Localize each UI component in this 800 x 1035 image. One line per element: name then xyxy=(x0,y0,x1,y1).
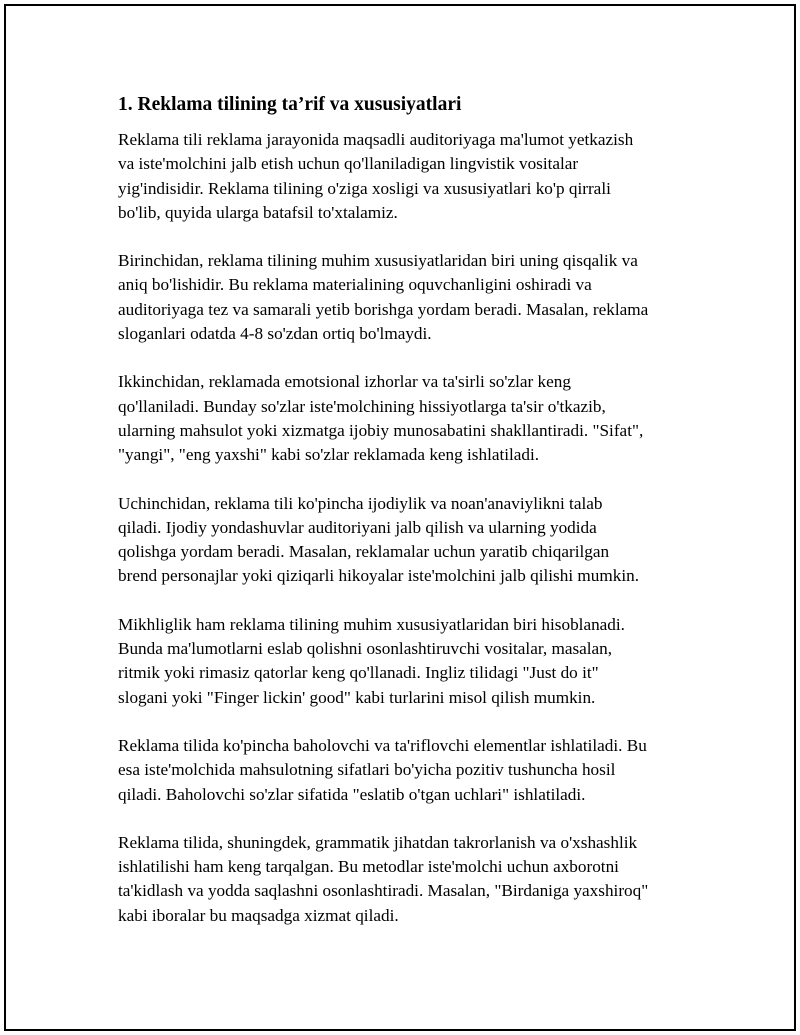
text-line: auditoriyaga tez va samarali yetib borishga yordam beradi. Masalan, reklama xyxy=(118,299,649,319)
text-line: Birinchidan, reklama tilining muhim xususiyatlaridan biri uning qisqalik va xyxy=(118,251,638,271)
text-line: brend personajlar yoki qiziqarli hikoyalar iste'molchini jalb qilishi mumkin. xyxy=(118,566,640,586)
text-line: ularning mahsulot yoki xizmatga ijobiy munosabatini shakllantiradi. "Sifat", xyxy=(118,420,644,440)
section-heading: 1. Reklama tilining ta’rif va xususiyatlari xyxy=(118,94,462,115)
text-line: Mikhliglik ham reklama tilining muhim xususiyatlaridan biri hisoblanadi. xyxy=(118,614,625,634)
text-line: Reklama tili reklama jarayonida maqsadli auditoriyaga ma'lumot yetkazish xyxy=(118,130,634,149)
text-line: ishlatilishi ham keng tarqalgan. Bu metodlar iste'molchi uchun axborotni xyxy=(118,857,619,877)
text-line: Ikkinchidan, reklamada emotsional izhorlar va ta'sirli so'zlar keng xyxy=(118,372,571,392)
paragraph-memorability xyxy=(118,613,698,710)
text-line: yig'indisidir. Reklama tilining o'ziga xosligi va xususiyatlari ko'p qirrali xyxy=(118,178,611,198)
document-body xyxy=(118,92,698,952)
text-line: "yangi", "eng yaxshi" kabi so'zlar reklamada keng ishlatiladi. xyxy=(118,445,540,465)
paragraph-definition xyxy=(118,128,698,225)
text-line: sloganlari odatda 4-8 so'zdan ortiq bo'lmaydi. xyxy=(118,324,432,344)
text-line: slogani yoki "Finger lickin' good" kabi turlarini misol qilish mumkin. xyxy=(118,687,596,707)
text-line: esa iste'molchida mahsulotning sifatlari bo'yicha pozitiv tushuncha hosil xyxy=(118,760,616,780)
text-line: qiladi. Baholovchi so'zlar sifatida "eslatib o'tgan uchlari" ishlatiladi. xyxy=(118,784,586,804)
text-line: Reklama tilida, shuningdek, grammatik jihatdan takrorlanish va o'xshashlik xyxy=(118,832,638,852)
text-line: qiladi. Ijodiy yondashuvlar auditoriyani jalb qilish va ularning yodida xyxy=(118,517,597,537)
text-line: Reklama tilida ko'pincha baholovchi va ta'riflovchi elementlar ishlatiladi. Bu xyxy=(118,735,647,755)
paragraph-evaluative xyxy=(118,734,698,807)
paragraph-creativity xyxy=(118,492,698,589)
text-line: ta'kidlash va yodda saqlashni osonlashtiradi. Masalan, "Birdaniga yaxshiroq" xyxy=(118,881,649,901)
paragraph-repetition xyxy=(118,831,698,928)
text-line: va iste'molchini jalb etish uchun qo'llaniladigan lingvistik vositalar xyxy=(118,154,579,174)
paragraph-brevity xyxy=(118,249,698,346)
text-line: ritmik yoki rimasiz qatorlar keng qo'llanadi. Ingliz tilidagi "Just do it" xyxy=(118,663,599,683)
text-line: aniq bo'lishidir. Bu reklama materialining oquvchanligini oshiradi va xyxy=(118,275,592,295)
text-line: kabi iboralar bu maqsadga xizmat qiladi. xyxy=(118,905,399,925)
text-line: Uchinchidan, reklama tili ko'pincha ijodiylik va noan'anaviylikni talab xyxy=(118,493,603,513)
text-line: qolishga yordam beradi. Masalan, reklamalar uchun yaratib chiqarilgan xyxy=(118,542,610,562)
paragraph-emotion xyxy=(118,370,698,467)
text-line: qo'llaniladi. Bunday so'zlar iste'molchining hissiyotlarga ta'sir o'tkazib, xyxy=(118,396,606,416)
text-line: Bunda ma'lumotlarni eslab qolishni osonlashtiruvchi vositalar, masalan, xyxy=(118,639,613,659)
text-line: bo'lib, quyida ularga batafsil to'xtalamiz. xyxy=(118,202,398,222)
